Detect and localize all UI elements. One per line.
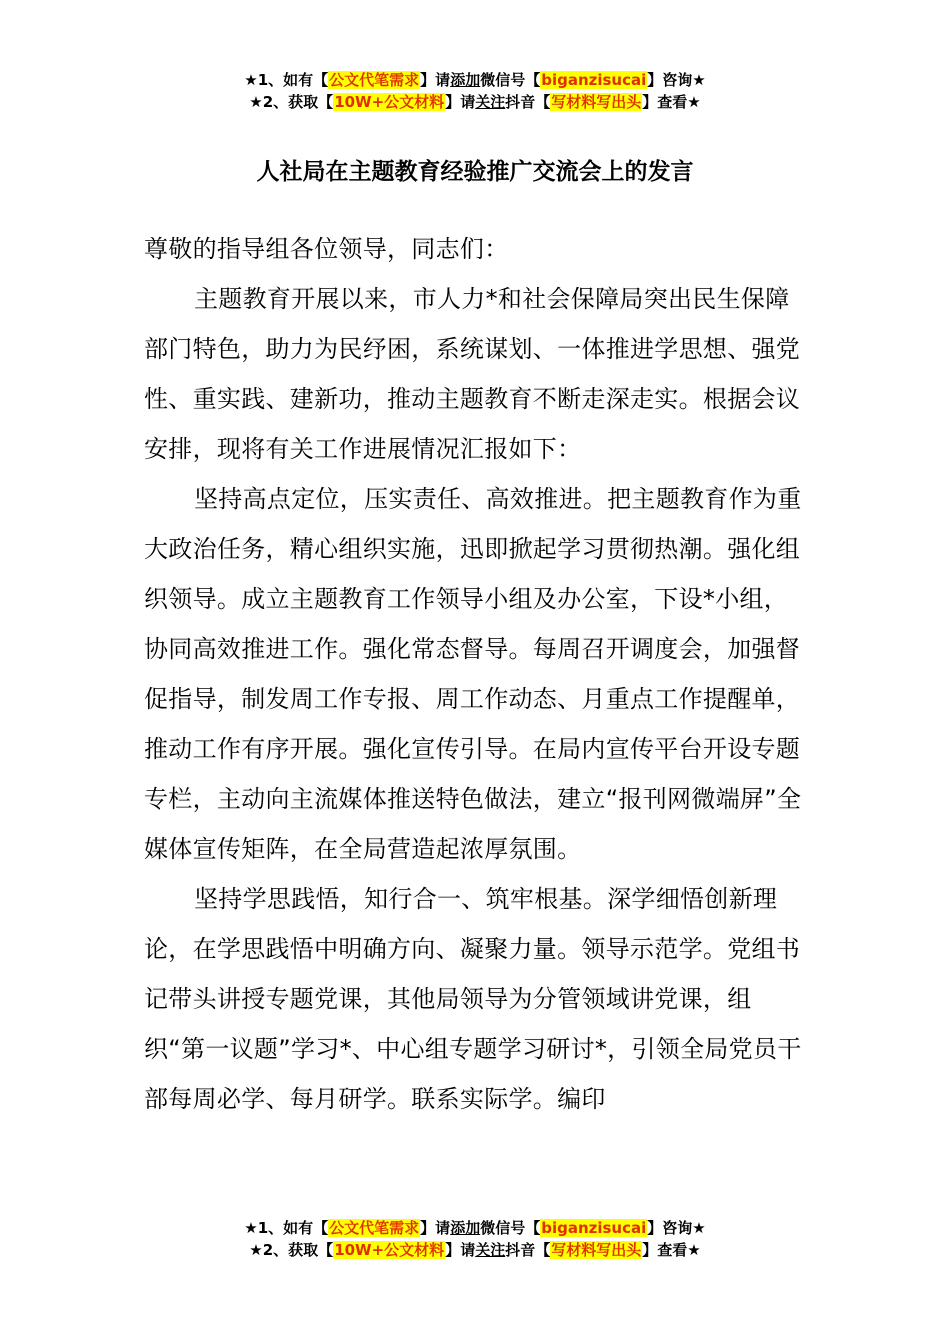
paragraph: 坚持高点定位，压实责任、高效推进。把主题教育作为重大政治任务，精心组织实施，迅即掀起学习贯彻热潮。强化组织领导。成立主题教育工作领导小组及办公室，下设*小组，协同高效推进工作。强化常态督导。每周召开调度会，加强督促指导，制发周工作专报、周工作动态、月重点工作提醒单，推动工作有序开展。强化宣传引导。在局内宣传平台开设专题专栏，主动向主流媒体推送特色做法，建立“报刊网微端屏”全媒体宣传矩阵，在全局营造起浓厚氛围。 (144, 485, 802, 863)
promo-highlight: 10W+公文材料 (334, 1241, 445, 1259)
promo-emphasis: 关注 (475, 93, 506, 111)
promo-line-1 (0, 1217, 950, 1239)
promo-douyin-id: 写材料写出头 (551, 93, 642, 111)
top-promo-banner (0, 69, 950, 113)
promo-text: 微信号【 (480, 1219, 541, 1237)
promo-text: 微信号【 (480, 71, 541, 89)
promo-highlight: 10W+公文材料 (334, 93, 445, 111)
paragraph: 坚持学思践悟，知行合一、筑牢根基。深学细悟创新理论，在学思践悟中明确方向、凝聚力量。领导示范学。党组书记带头讲授专题党课，其他局领导为分管领域讲党课，组织“第一议题”学习*、中心组专题学习研讨*，引领全局党员干部每周必学、每月研学。联系实际学。编印 (144, 885, 802, 1113)
promo-text: 】请 (445, 93, 476, 111)
promo-text: 】请 (420, 1219, 451, 1237)
promo-text: 】请 (420, 71, 451, 89)
promo-text: 】咨询★ (647, 1219, 706, 1237)
promo-douyin-id: 写材料写出头 (551, 1241, 642, 1259)
promo-highlight: 公文代笔需求 (329, 1219, 420, 1237)
promo-emphasis: 添加 (450, 1219, 481, 1237)
promo-text: 抖音【 (505, 1241, 551, 1259)
promo-line-2 (0, 91, 950, 113)
document-body (144, 224, 804, 1124)
paragraph: 主题教育开展以来，市人力*和社会保障局突出民生保障部门特色，助力为民纾困，系统谋划、一体推进学思想、强党性、重实践、建新功，推动主题教育不断走深走实。根据会议安排，现将有关工作进展情况汇报如下： (144, 285, 801, 463)
promo-text: ★2、获取【 (249, 1241, 334, 1259)
promo-text: 】查看★ (642, 1241, 701, 1259)
promo-wechat-id: biganzisucai (541, 71, 647, 89)
salutation: 尊敬的指导组各位领导，同志们： (144, 235, 509, 263)
promo-text: 抖音【 (505, 93, 551, 111)
promo-text: 】咨询★ (647, 71, 706, 89)
promo-wechat-id: biganzisucai (541, 1219, 647, 1237)
promo-emphasis: 添加 (450, 71, 481, 89)
promo-line-2 (0, 1239, 950, 1261)
promo-text: ★1、如有【 (244, 1219, 329, 1237)
promo-text: ★1、如有【 (244, 71, 329, 89)
promo-emphasis: 关注 (475, 1241, 506, 1259)
bottom-promo-banner (0, 1217, 950, 1261)
promo-text: 】请 (445, 1241, 476, 1259)
promo-text: ★2、获取【 (249, 93, 334, 111)
promo-highlight: 公文代笔需求 (329, 71, 420, 89)
promo-line-1 (0, 69, 950, 91)
promo-text: 】查看★ (642, 93, 701, 111)
document-title: 人社局在主题教育经验推广交流会上的发言 (256, 159, 694, 185)
